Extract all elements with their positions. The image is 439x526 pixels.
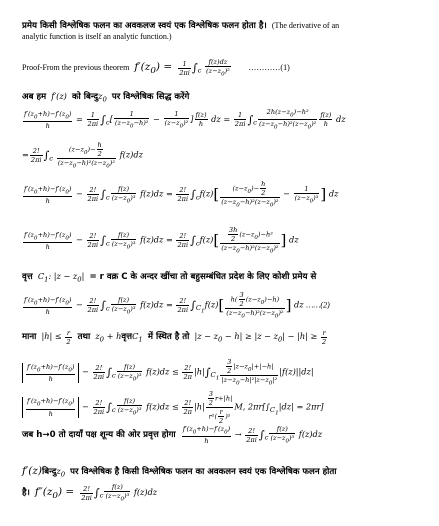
proof-label: Proof-From the previous theorem	[22, 63, 130, 72]
eq1-tag: …………(1)	[248, 63, 290, 72]
assume-text-b: तथा	[77, 332, 91, 342]
inequality-2: $\frac{f'(z_0+h)-f'(z_0)}{h}$ − $\frac{2!}{2\pi i}$ $\int_c$ $\frac{f(z)}{(z-z_0)^3}$ f(z)dz ≤ $\frac{2!}{2\pi}$ |h| $\frac{3}{2}$ r+|h| r²( $\frac{r}{2}$ )² M, $2\pi r[\int_{C_1}|dz| = 2\pi r]$	[22, 390, 324, 425]
circle-text-a: वृत्त	[22, 272, 33, 282]
intro-english-continued: analytic function is itself an analytic function.)	[22, 32, 172, 41]
equation-a: $\frac{f'(z_0+h)-f'(z_0)}{h}$ = $\frac{1}{2\pi i}$ $\int_c$[ $\frac{1}{(z-z_0-h)^2}$ − $\frac{1}{(z-z_0)^2}$ ] $\frac{f(z)}{h}$ dz = $\frac{1}{2\pi i}$ $\int_c$ $\frac{2h(z-z_0)-h^2}{(z-z_0-h)^2(z-z_0)^2}$ $\frac{f(z)}{h}$ dz	[24, 108, 346, 131]
step-text-c: पर विश्लेषिक सिद्ध करेंगे	[111, 92, 190, 102]
assume-text-d: में स्थित है तो	[147, 332, 190, 342]
step-text-a: अब हम	[22, 92, 47, 102]
concl-text-c: है।	[22, 488, 30, 498]
equation-b: = $\frac{2!}{2\pi i}$ $\int_c$ $(z-z_0)-$ $\frac{h}{2}$ $(z-z_0-h)^2(z-z_0)^2$ f(z)dz	[22, 141, 143, 170]
equation-d: $\frac{f'(z_0+h)-f'(z_0)}{h}$ − $\frac{2!}{2\pi i}$ $\int_c$ $\frac{f(z)}{(z-z_0)^3}$ f(z)dz = $\frac{2!}{2\pi i}$ $\int_cf(z)$[ $\frac{3h}{2}$ $(z-z_0)-h^2$ $(z-z_0-h)^2(z-z_0)^2$ ] dz	[24, 226, 299, 255]
intro-english: (The derivative of an	[271, 21, 340, 30]
equation-c: $\frac{f'(z_0+h)-f'(z_0)}{h}$ − $\frac{2!}{2\pi i}$ $\int_c$ $\frac{f(z)}{(z-z_0)^3}$ f(z)dz = $\frac{2!}{2\pi i}$ $\int_cf(z)$[ $(z-z_0)-$ $\frac{h}{2}$ $(z-z_0-h)^2(z-z_0)^2$ − $\frac{1}{(z-z_0)^3}$ ] dz	[24, 180, 339, 209]
eq1-lhs: $f'(z_0)$ =	[134, 61, 173, 77]
conclusion-line-1: $f'(z)बिन्दुz_0$ पर विश्लेषिक है किसी विश्लेषिक फलन का अवकलन स्वयं एक विश्लेषिक फलन होता	[22, 465, 337, 479]
limit-statement: जब h→0 तो दायाँ पक्ष शून्य की ओर प्रवृत्त होगा $\frac{f'(z_0+h)-f'(z_0)}{h}$ → $\frac{2!}{2\pi i}$ $\int_c$ $\frac{f(z)}{(z-z_0)^3}$ f(z)dz	[22, 424, 323, 446]
circle-statement: वृत्त $C_1$: $|z - z_0| = r$ वक्र C के अन्दर खींचा तो बहुसम्बंधित प्रदेश के लिए कोशी प्रमेय से	[22, 271, 317, 284]
intro-statement	[22, 15, 339, 31]
eq2-tag: ……(2)	[306, 300, 330, 310]
concl-text-a: बिन्दु	[42, 467, 57, 477]
conclusion-line-2: है। $f''(z_0)$ = $\frac{2!}{2\pi i}$ $\int_c$ $\frac{f(z)}{(z-z_0)^3}$ f(z)dz	[22, 482, 158, 503]
inequality-1: $\frac{f'(z_0+h)-f'(z_0)}{h}$ − $\frac{2!}{2\pi i}$ $\int_c$ $\frac{f(z)}{(z-z_0)^3}$ f(z)dz ≤ $\frac{2!}{2\pi}$ $|h|\int_{C_1}$ $\frac{3}{2}$ $|z-z_0|+|-h|$ $|z-z_0-h|^2|z-z_0|^2$ |f(z)||dz|	[22, 358, 314, 387]
step-text-b: को बिन्दु	[71, 92, 99, 102]
intro-hindi: प्रमेय किसी विश्लेषिक फलन का अवकलज स्वयं एक विश्लेषिक फलन होता है।	[22, 21, 267, 31]
proof-line	[22, 57, 290, 78]
assumption-line: माना |h| ≤ $\frac{r}{2}$ तथा $z_0$ + hवृत्तC$_1$ में स्थित है तो $|z - z_0 - h| \ge |z - z_0| - |h|$ ≥ $\frac{r}{2}$	[22, 328, 327, 346]
assume-text-c: वृत्त	[121, 332, 133, 342]
circle-text-b: = r वक्र C के अन्दर खींचा तो बहुसम्बंधित प्रदेश के लिए कोशी प्रमेय से	[89, 272, 317, 282]
limit-text: जब h→0 तो दायाँ पक्ष शून्य की ओर प्रवृत्त होगा	[22, 430, 176, 440]
step-statement: अब हम f′(z) को $बिन्दुz_0$ पर विश्लेषिक सिद्ध करेंगे	[22, 91, 190, 104]
assume-text-a: माना	[22, 332, 37, 342]
equation-2: $\frac{f'(z_0+h)-f'(z_0)}{h}$ − $\frac{2!}{2\pi i}$ $\int_c$ $\frac{f(z)}{(z-z_0)^3}$ f(z)dz = $\frac{2!}{2\pi i}$ $\int_{C_1}f(z)$[ h( $\frac{3}{2}$ $(z-z_0)-h$) $(z-z_0-h)^2(z-z_0)^2$ ] dz ……(2)	[24, 291, 330, 320]
eq1-rhs: $\frac{1}{2\pi i}$ $\int_c$ $\frac{f(z)dz}{(z-z_0)^2}$	[179, 57, 230, 78]
concl-text-b: पर विश्लेषिक है किसी विश्लेषिक फलन का अवकलन स्वयं एक विश्लेषिक फलन होता	[70, 467, 337, 477]
